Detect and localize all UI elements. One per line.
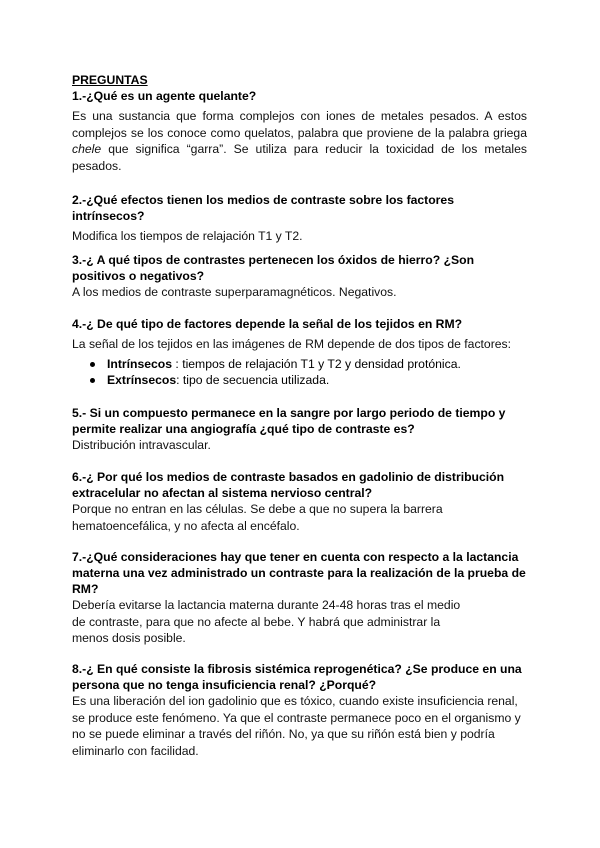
question-2: 2.-¿Qué efectos tienen los medios de contraste sobre los factores intrínsecos?	[72, 193, 454, 223]
answer-5: Distribución intravascular.	[72, 438, 211, 452]
answer-1-part2: que significa “garra”. Se utiliza para reducir la toxicidad de los metales pesados.	[72, 142, 527, 173]
bullet-icon	[90, 362, 95, 367]
list-item	[90, 372, 527, 389]
question-block-1	[72, 72, 527, 174]
question-block-3	[72, 252, 527, 301]
question-block-2	[72, 192, 527, 245]
question-block-8	[72, 661, 527, 759]
list-item-text: : tiempos de relajación T1 y T2 y densidad protónica.	[172, 356, 461, 371]
question-3: 3.-¿ A qué tipos de contrastes pertenecen los óxidos de hierro? ¿Son positivos o negativos?	[72, 253, 475, 283]
list-item	[90, 356, 527, 373]
question-block-7	[72, 549, 527, 647]
question-5: 5.- Si un compuesto permanece en la sangre por largo periodo de tiempo y permite realizar una angiografía ¿qué tipo de contraste es?	[72, 406, 506, 436]
list-item-text: : tipo de secuencia utilizada.	[176, 373, 330, 387]
answer-1-part1: Es una sustancia que forma complejos con iones de metales pesados. A estos complejos se los conoce como quelatos, palabra que proviene de la palabra griega	[72, 109, 527, 140]
answer-6: Porque no entran en las células. Se debe a que no supera la barrera hematoencefálica, y no afecta al encéfalo.	[72, 502, 443, 533]
question-6: 6.-¿ Por qué los medios de contraste basados en gadolinio de distribución extracelular no afectan al sistema nervioso central?	[72, 470, 505, 500]
list-item-term: Extrínsecos	[107, 373, 177, 387]
answer-1	[72, 108, 527, 174]
answer-4: La señal de los tejidos en las imágenes de RM depende de dos tipos de factores:	[72, 337, 512, 351]
answer-3: A los medios de contraste superparamagnéticos. Negativos.	[72, 285, 397, 299]
answer-2: Modifica los tiempos de relajación T1 y T2.	[72, 229, 303, 243]
question-block-5	[72, 405, 527, 454]
question-4: 4.-¿ De qué tipo de factores depende la señal de los tejidos en RM?	[72, 317, 463, 331]
list-item-term: Intrínsecos	[107, 356, 173, 371]
bullet-icon	[90, 378, 95, 383]
question-7: 7.-¿Qué consideraciones hay que tener en cuenta con respecto a la lactancia materna una vez administrado un contraste para la realización de la prueba de RM?	[72, 550, 526, 596]
question-block-4	[72, 316, 527, 389]
question-1: 1.-¿Qué es un agente quelante?	[72, 89, 257, 103]
question-8: 8.-¿ En qué consiste la fibrosis sistémica reprogenética? ¿Se produce en una persona que no tenga insuficiencia renal? ¿Porqué?	[72, 662, 522, 692]
factor-list	[72, 356, 527, 389]
question-block-6	[72, 469, 527, 534]
answer-1-italic-word: chele	[72, 142, 102, 156]
answer-8: Es una liberación del ion gadolinio que es tóxico, cuando existe insuficiencia renal, se produce este fenómeno. Ya que el contraste permanece poco en el organismo y no se puede eliminar a través del riñón. No, ya que su riñón está bien y podría eliminarlo con facilidad.	[72, 694, 521, 758]
page-title: PREGUNTAS	[72, 73, 148, 87]
answer-7: Debería evitarse la lactancia materna durante 24-48 horas tras el medio de contraste, para que no afecte al bebe. Y habrá que administrar la menos dosis posible.	[72, 598, 461, 645]
